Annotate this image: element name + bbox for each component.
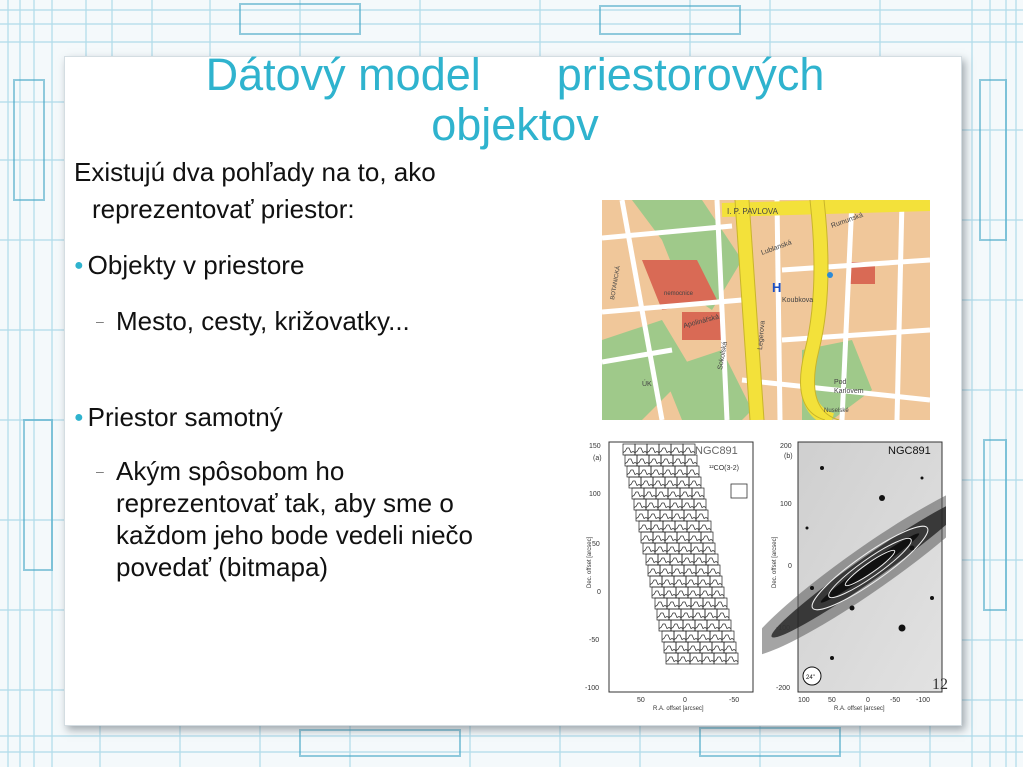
sub-bullet-line-1: Akým spôsobom ho: [116, 456, 345, 486]
sub-bullet-line-2: reprezentovať tak, aby sme o: [116, 488, 454, 518]
map-label-rumunska: Rumunská: [830, 211, 865, 230]
left-xtick-minus50: -50: [729, 697, 740, 704]
right-figure-title: NGC891: [888, 445, 931, 457]
left-ytick-minus100: -100: [585, 685, 600, 692]
right-xtick-minus100: -100: [916, 697, 931, 704]
map-label-h: H: [772, 280, 782, 295]
map-label-sokolska: Sokolská: [717, 341, 729, 371]
co-spectra-grid-figure: [583, 438, 758, 712]
right-xtick-0: 0: [866, 697, 870, 704]
map-label-apolinarska: Apolinářská: [682, 313, 720, 330]
left-ytick-0: 0: [597, 589, 601, 596]
map-label-pod: Pod: [834, 379, 847, 386]
left-figure-title: NGC891: [695, 445, 738, 457]
right-ytick-100: 100: [780, 501, 792, 508]
bullet-space-itself: [74, 401, 283, 434]
sub-bullet-line-3: každom jeho bode vedeli niečo: [116, 520, 474, 550]
right-xlabel: R.A. offset [arcsec]: [834, 706, 885, 712]
map-label-nuselske: Nuselské: [824, 408, 849, 414]
right-xtick-minus50: -50: [890, 697, 901, 704]
title-part-2: priestorových: [556, 49, 825, 100]
map-label-koubkova: Koubkova: [782, 297, 814, 304]
galaxy-image-figure: [762, 438, 946, 712]
intro-text-line-1: Existujú dva pohľady na to, ako: [74, 157, 436, 187]
intro-text-line-2: reprezentovať priestor:: [92, 194, 355, 224]
left-xtick-50: 50: [637, 697, 645, 704]
page-number: 12: [932, 676, 948, 693]
slide-title: [120, 50, 910, 150]
title-part-3: objektov: [431, 99, 599, 150]
map-label-karlovem: Karlovem: [834, 388, 864, 395]
left-xtick-0: 0: [683, 697, 687, 704]
bullet-dot-icon: ●: [74, 257, 84, 274]
left-panel-label: (a): [593, 455, 602, 462]
right-ytick-0: 0: [788, 563, 792, 570]
left-ytick-50: 50: [592, 541, 600, 548]
beam-label: 24": [806, 675, 815, 681]
map-label-lublanska: Lublanská: [760, 239, 793, 257]
map-label-uk: ÚK: [642, 381, 652, 388]
right-ytick-minus100: -100: [776, 625, 791, 632]
bullet-dot-icon: ●: [74, 409, 84, 426]
map-label-botanicka: BOTANICKÁ: [610, 265, 622, 301]
dash-icon: –: [96, 463, 104, 479]
title-part-1: Dátový model: [205, 49, 481, 100]
bullet-label: Objekty v priestore: [87, 250, 305, 280]
left-xlabel: R.A. offset [arcsec]: [653, 706, 704, 712]
right-panel-label: (b): [784, 453, 793, 460]
left-ytick-100: 100: [589, 491, 601, 498]
bullet-label: Priestor samotný: [87, 402, 283, 432]
right-ytick-minus200: -200: [776, 685, 791, 692]
right-ylabel: Dec. offset [arcsec]: [772, 536, 778, 588]
right-xtick-50: 50: [828, 697, 836, 704]
city-map-image: [602, 200, 930, 420]
sub-bullet-label: Mesto, cesty, križovatky...: [116, 306, 410, 336]
dash-icon: –: [96, 313, 104, 329]
right-ytick-200: 200: [780, 443, 792, 450]
left-line-label: ¹²CO(3-2): [709, 465, 739, 472]
left-ytick-minus50: -50: [589, 637, 600, 644]
map-label-nemocnice: nemocnice: [664, 291, 694, 297]
left-ytick-150: 150: [589, 443, 601, 450]
sub-bullet-line-4: povedať (bitmapa): [116, 552, 329, 582]
left-ylabel: Dec. offset [arcsec]: [587, 536, 593, 588]
sub-bullet-city-roads: [96, 305, 410, 337]
map-label-pavlova: I. P. PAVLOVA: [727, 207, 778, 216]
right-xtick-100: 100: [798, 697, 810, 704]
sub-bullet-bitmap: [96, 455, 556, 583]
map-label-legerova: Legerova: [757, 320, 767, 351]
bullet-objects-in-space: [74, 249, 304, 282]
